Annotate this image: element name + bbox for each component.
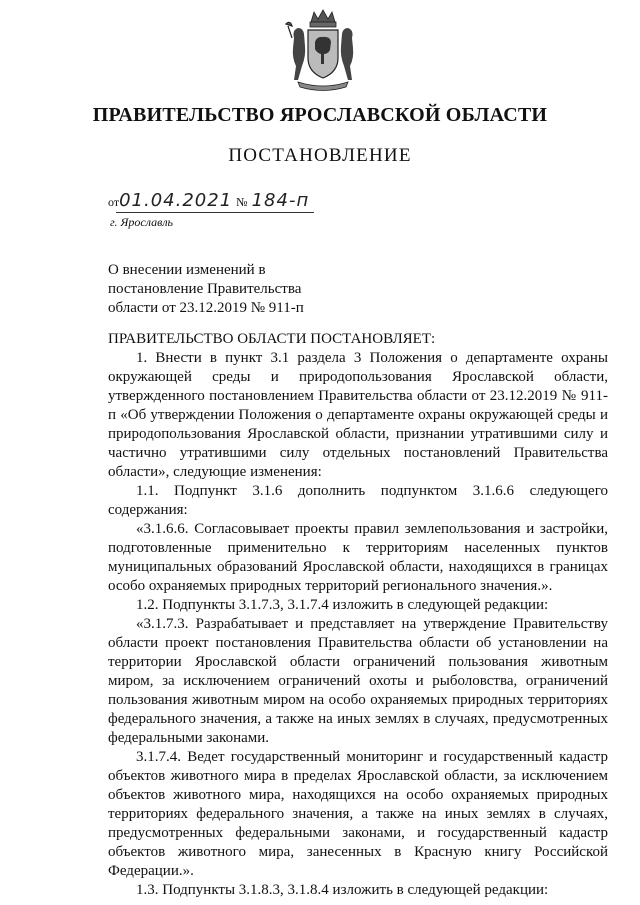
document-body	[108, 330, 608, 900]
document-subject	[108, 261, 368, 318]
paragraph: «3.1.6.6. Согласовывает проекты правил землепользования и застройки, подготовленные применительно к территориям населенных пунктов муниципальных образований Ярославской области, находящихся в границах особо охраняемых природных территорий регионального значения.».	[108, 521, 608, 594]
date-underline	[116, 212, 314, 213]
paragraph: 1.1. Подпункт 3.1.6 дополнить подпунктом 3.1.6.6 следующего содержания:	[108, 483, 608, 518]
subject-line: постановление Правительства	[108, 281, 302, 297]
subject-line: О внесении изменений в	[108, 262, 266, 278]
city: г. Ярославль	[110, 215, 174, 229]
subject-line: области от 23.12.2019 № 911-п	[108, 300, 304, 316]
document-type: ПОСТАНОВЛЕНИЕ	[228, 145, 412, 166]
paragraph: 1.2. Подпункты 3.1.7.3, 3.1.7.4 изложить в следующей редакции:	[136, 597, 549, 613]
document-number: 184-п	[251, 190, 310, 211]
resolution-heading: ПРАВИТЕЛЬСТВО ОБЛАСТИ ПОСТАНОВЛЯЕТ:	[108, 331, 436, 347]
paragraph: 1. Внести в пункт 3.1 раздела 3 Положения о департаменте охраны окружающей среды и природопользования Ярославской области, утвержденного постановлением Правительства области от 23.12.2019 № 911-п «Об утверждении Положения о департаменте охраны окружающей среды и природопользования Ярославской области, признании утратившими силу и частично утратившими силу отдельных постановлений Правительства области», следующие изменения:	[108, 350, 608, 480]
date-prefix: от	[108, 195, 120, 209]
coat-of-arms-drawing	[284, 8, 362, 92]
paragraph: «3.1.7.3. Разрабатывает и представляет на утверждение Правительству области проект постановления Правительства области об установлении на территории Ярославской области ограничений пользования животным миром, за исключением ограничений охоты и рыболовства, ограничений пользования животным миром на особо охраняемых природных территориях федерального значения, а также на иных землях в случаях, предусмотренных федеральными законами.	[108, 616, 608, 746]
number-prefix: №	[236, 195, 248, 209]
government-title: ПРАВИТЕЛЬСТВО ЯРОСЛАВСКОЙ ОБЛАСТИ	[92, 104, 548, 126]
yaroslavl-coat-of-arms-icon	[284, 8, 362, 92]
paragraph: 1.3. Подпункты 3.1.8.3, 3.1.8.4 изложить в следующей редакции:	[136, 882, 549, 898]
document-date: 01.04.2021	[119, 190, 233, 211]
paragraph: 3.1.7.4. Ведет государственный мониторинг и государственный кадастр объектов животного мира в пределах Ярославской области, за исключением объектов животного мира, находящихся на особо охраняемых природных территориях федерального значения, а также на иных землях в случаях, предусмотренных федеральными законами, и государственный кадастр объектов животного мира, занесенных в Красную книгу Российской Федерации.».	[108, 749, 608, 879]
date-number-line	[108, 190, 309, 214]
